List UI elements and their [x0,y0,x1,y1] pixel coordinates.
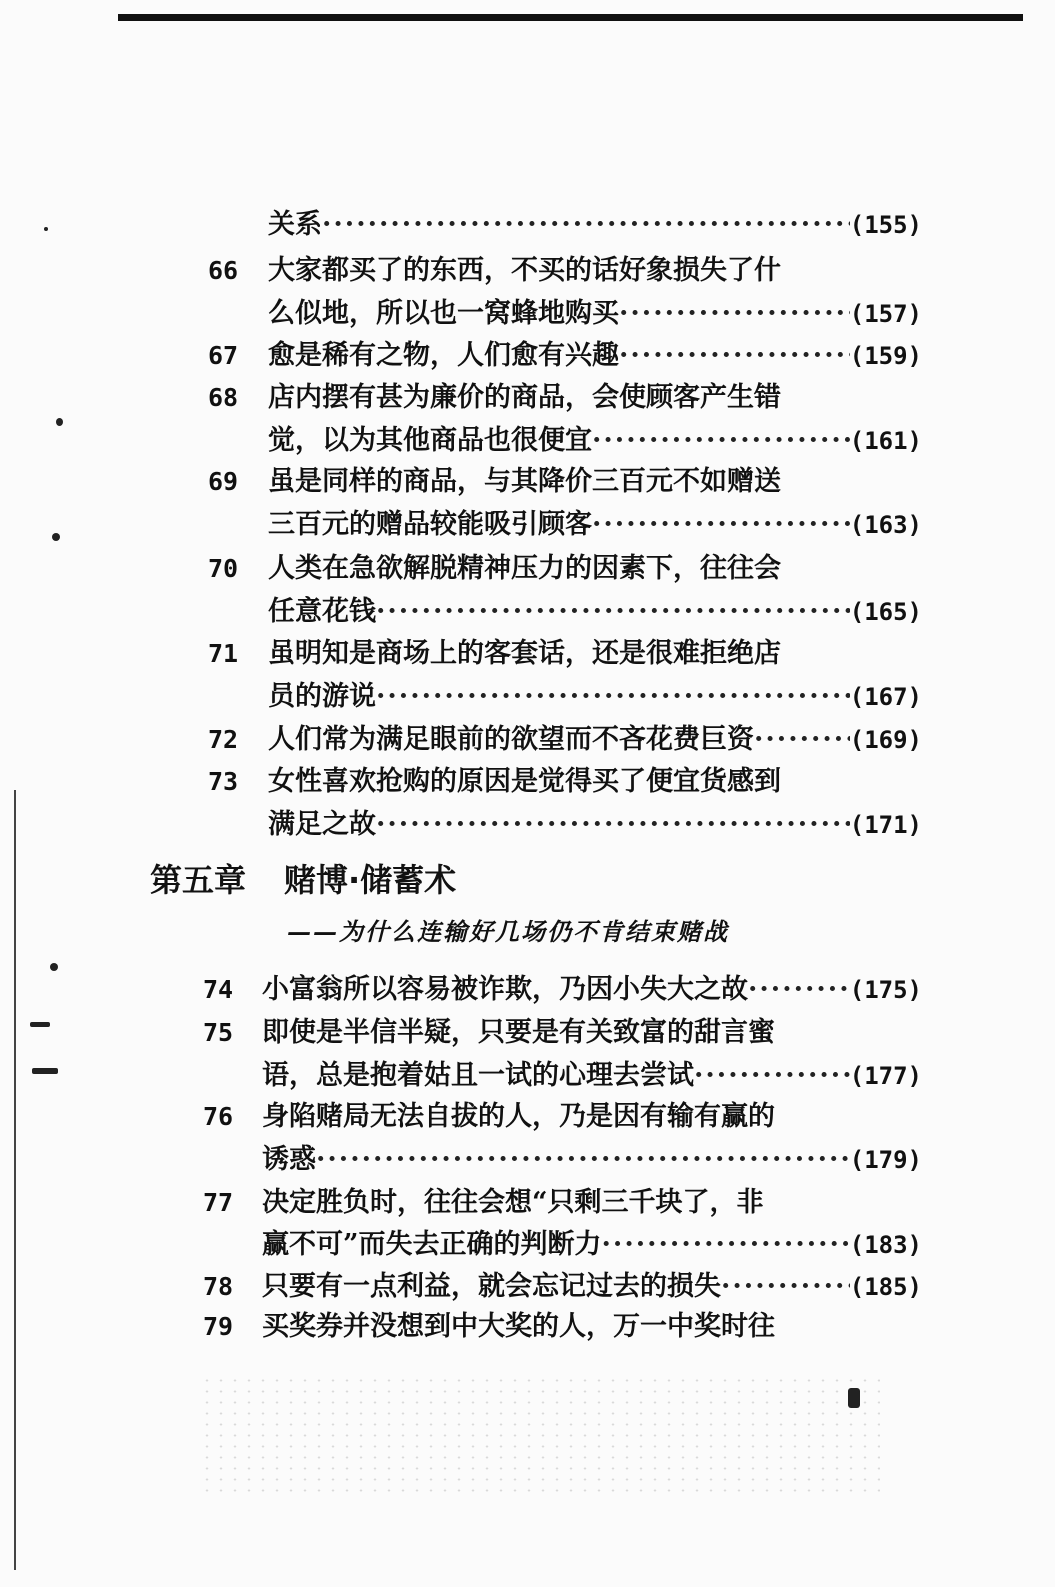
page-number: (179) [849,1146,922,1174]
chapter-heading [150,858,456,902]
entry-number: 66 [208,256,239,285]
entry-number: 79 [203,1312,234,1341]
entry-title: 人类在急欲解脱精神压力的因素下，往往会 [268,553,781,584]
entry-title: 诱惑 [262,1144,316,1175]
toc-entry-line[interactable] [268,632,828,676]
toc-entry-line[interactable] [268,760,828,804]
scan-speck [44,227,48,231]
entry-number: 78 [203,1272,234,1301]
toc-entry-line[interactable] [262,1138,922,1182]
scan-speck [30,1022,50,1027]
entry-title: 人们常为满足眼前的欲望而不吝花费巨资 [268,724,754,755]
leader-dots [592,419,850,463]
scan-speck [848,1388,860,1408]
entry-title: 只要有一点利益，就会忘记过去的损失 [262,1271,721,1302]
leader-dots [748,968,850,1012]
toc-entry-line[interactable] [268,334,922,378]
chapter-subtitle: ——为什么连输好几场仍不肯结束赌战 [287,917,729,946]
entry-title: 女性喜欢抢购的原因是觉得买了便宜货感到 [268,766,781,797]
entry-title: 虽是同样的商品，与其降价三百元不如赠送 [268,466,781,497]
entry-number: 71 [208,639,239,668]
entry-number: 72 [208,725,239,754]
scan-speck [32,1068,58,1074]
entry-number: 73 [208,767,239,796]
page-number: (175) [849,976,922,1004]
entry-title: 满足之故 [268,809,376,840]
entry-title: 身陷赌局无法自拔的人，乃是因有输有赢的 [262,1101,775,1132]
entry-number: 77 [203,1188,234,1217]
entry-title: 关系 [268,209,322,240]
page-number: (171) [849,811,922,839]
entry-number: 74 [203,975,234,1004]
leader-dots [316,1138,850,1182]
entry-title: 愈是稀有之物，人们愈有兴趣 [268,340,619,371]
entry-number: 75 [203,1018,234,1047]
leader-dots [376,590,850,634]
leader-dots [721,1265,850,1309]
toc-entry-line[interactable] [262,1095,822,1139]
page-number: (183) [849,1231,922,1259]
entry-title: 大家都买了的东西，不买的话好象损失了什 [268,255,781,286]
page-number: (157) [849,300,922,328]
toc-entry-line[interactable] [262,1223,922,1267]
entry-number: 68 [208,383,239,412]
toc-entry-line[interactable] [268,460,828,504]
leader-dots [376,675,850,719]
toc-entry-line[interactable] [262,1054,922,1098]
entry-title: 即使是半信半疑，只要是有关致富的甜言蜜 [262,1017,775,1048]
chapter-label: 第五章 [150,861,247,899]
toc-entry-line[interactable] [268,203,922,247]
toc-entry-line[interactable] [268,376,828,420]
leader-dots [322,203,850,247]
entry-title: 店内摆有甚为廉价的商品，会使顾客产生错 [268,382,781,413]
toc-entry-line[interactable] [268,675,922,719]
leader-dots [694,1054,850,1098]
toc-entry-line[interactable] [262,1265,922,1309]
toc-entry-line[interactable] [268,419,922,463]
toc-entry-line[interactable] [262,968,922,1012]
toc-entry-line[interactable] [268,292,922,336]
toc-entry-line[interactable] [268,503,922,547]
entry-title: 员的游说 [268,681,376,712]
entry-number: 76 [203,1102,234,1131]
leader-dots [602,1223,850,1267]
toc-entry-line[interactable] [262,1011,822,1055]
page-number: (163) [849,511,922,539]
page-number: (169) [849,726,922,754]
scan-noise [200,1375,880,1495]
entry-title: 语，总是抱着姑且一试的心理去尝试 [262,1060,694,1091]
entry-number: 67 [208,341,239,370]
toc-entry-line[interactable] [268,590,922,634]
entry-title: 买奖券并没想到中大奖的人，万一中奖时往 [262,1311,775,1342]
page-number: (159) [849,342,922,370]
page-number: (165) [849,598,922,626]
scan-speck [52,533,60,541]
entry-title: 小富翁所以容易被诈欺，乃因小失大之故 [262,974,748,1005]
scan-speck [56,418,63,426]
page-number: (155) [849,211,922,239]
chapter-title: 赌博·储蓄术 [284,861,457,899]
toc-entry-line[interactable] [268,249,828,293]
entry-title: 三百元的赠品较能吸引顾客 [268,509,592,540]
toc-entry-line[interactable] [268,718,922,762]
entry-title: 决定胜负时，往往会想“只剩三千块了，非 [262,1187,764,1218]
scan-speck [50,963,58,971]
page-number: (161) [849,427,922,455]
entry-number: 69 [208,467,239,496]
leader-dots [619,292,850,336]
leader-dots [619,334,850,378]
page-number: (177) [849,1062,922,1090]
entry-title: 任意花钱 [268,596,376,627]
leader-dots [376,803,850,847]
page-number: (185) [849,1273,922,1301]
entry-title: 赢不可”而失去正确的判断力 [262,1229,602,1260]
entry-number: 70 [208,554,239,583]
toc-entry-line[interactable] [262,1305,822,1349]
entry-title: 么似地，所以也一窝蜂地购买 [268,298,619,329]
page-number: (167) [849,683,922,711]
toc-entry-line[interactable] [268,803,922,847]
toc-entry-line[interactable] [262,1181,822,1225]
leader-dots [592,503,850,547]
entry-title: 觉，以为其他商品也很便宜 [268,425,592,456]
entry-title: 虽明知是商场上的客套话，还是很难拒绝店 [268,638,781,669]
leader-dots [754,718,850,762]
toc-entry-line[interactable] [268,547,828,591]
